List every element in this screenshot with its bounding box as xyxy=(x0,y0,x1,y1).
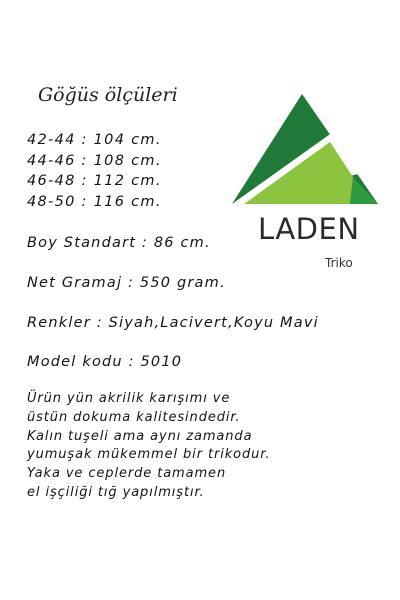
description-line: üstün dokuma kalitesindedir. xyxy=(27,409,241,425)
description-line: yumuşak mükemmel bir trikodur. xyxy=(27,447,271,463)
model-code: Model kodu : 5010 xyxy=(27,354,183,370)
size-row: 44-46 : 108 cm. xyxy=(27,152,162,169)
size-row: 46-48 : 112 cm. xyxy=(27,173,162,189)
laden-logo-icon xyxy=(230,92,380,206)
product-description xyxy=(27,390,270,503)
description-line: Kalın tuşeli ama aynı zamanda xyxy=(27,428,253,444)
description-line: Yaka ve ceplerde tamamen xyxy=(27,466,227,482)
brand-name: LADEN xyxy=(258,212,360,246)
weight-info: Net Gramaj : 550 gram. xyxy=(27,275,226,291)
length-info: Boy Standart : 86 cm. xyxy=(27,235,211,251)
description-line: el işçiliği tığ yapılmıştır. xyxy=(27,484,205,500)
colors-info: Renkler : Siyah,Lacivert,Koyu Mavi xyxy=(27,315,319,331)
logo-mid-shade xyxy=(350,177,378,204)
size-row: 48-50 : 116 cm. xyxy=(27,193,162,210)
size-row: 42-44 : 104 cm. xyxy=(27,132,162,148)
size-list xyxy=(27,130,162,212)
brand-subtitle: Triko xyxy=(325,256,353,270)
description-line: Ürün yün akrilik karışımı ve xyxy=(27,391,231,406)
page-title: Göğüs ölçüleri xyxy=(38,84,178,106)
